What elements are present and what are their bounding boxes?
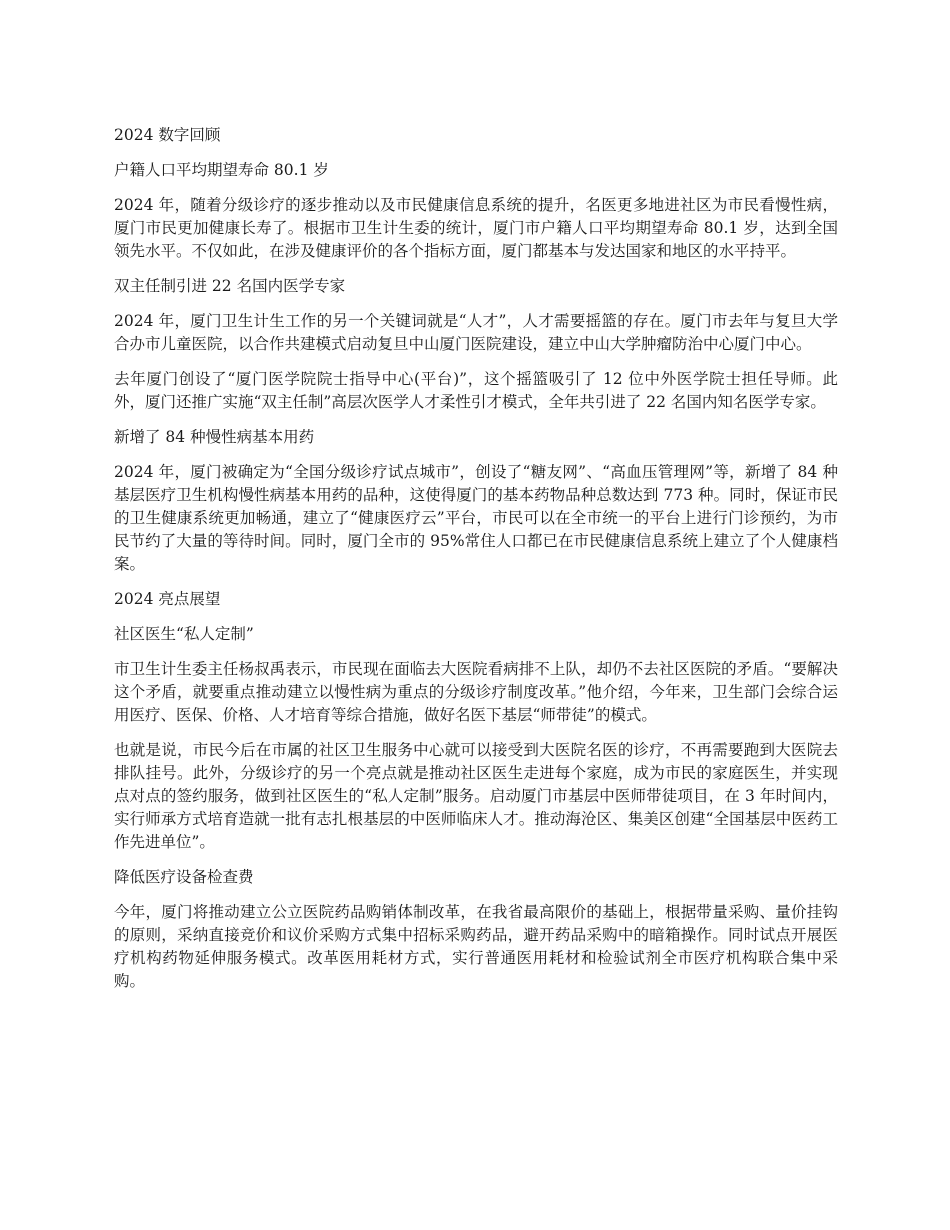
paragraph-chronic-drugs: 2024 年，厦门被确定为“全国分级诊疗试点城市”，创设了“糖友网”、“高血压管理网”等，新增了 84 种基层医疗卫生机构慢性病基本用药的品种，这使得厦门的基本药物品种总数达到 773 种。同时，保证市民的卫生健康系统更加畅通，建立了“健康医疗云”平台，市民可以在全市统一的平台上进行门诊预约，为市民节约了大量的等待时间。同时，厦门全市的 95%常住人口都已在市民健康信息系统上建立了个人健康档案。 [114,463,838,573]
paragraph-community-doctor: 也就是说，市民今后在市属的社区卫生服务中心就可以接受到大医院名医的诊疗，不再需要跑到大医院去排队挂号。此外，分级诊疗的另一个亮点就是推动社区医生走进每个家庭，成为市民的家庭医生，并实现点对点的签约服务，做到社区医生的“私人定制”服务。启动厦门市基层中医师带徒项目，在 3 年时间内，实行师承方式培育造就一批有志扎根基层的中医师临床人才。推动海沧区、集美区创建“全国基层中医药工作先进单位”。 [114,741,838,851]
subheading-dual-director: 双主任制引进 22 名国内医学专家 [114,277,346,295]
paragraph-academician-center: 去年厦门创设了“厦门医学院院士指导中心(平台)”，这个摇篮吸引了 12 位中外医学院士担任导师。此外，厦门还推广实施“双主任制”高层次医学人才柔性引才模式，全年共引进了 22 名国内知名医学专家。 [114,370,838,411]
paragraph-talent: 2024 年，厦门卫生计生工作的另一个关键词就是“人才”，人才需要摇篮的存在。厦门市去年与复旦大学合办市儿童医院，以合作共建模式启动复旦中山厦门医院建设，建立中山大学肿瘤防治中心厦门中心。 [114,312,838,353]
subheading-life-expectancy: 户籍人口平均期望寿命 80.1 岁 [114,161,329,179]
paragraph-director-statement: 市卫生计生委主任杨叔禹表示，市民现在面临去大医院看病排不上队，却仍不去社区医院的矛盾。“要解决这个矛盾，就要重点推动建立以慢性病为重点的分级诊疗制度改革。”他介绍，今年来，卫生部门会综合运用医疗、医保、价格、人才培育等综合措施，做好名医下基层“师带徒”的模式。 [114,660,838,724]
document-body [114,124,838,1005]
subheading-private-custom: 社区医生“私人定制” [114,625,254,643]
section-heading-2024-outlook: 2024 亮点展望 [114,590,221,608]
section-heading-2024-review: 2024 数字回顾 [114,126,221,144]
paragraph-life-expectancy: 2024 年，随着分级诊疗的逐步推动以及市民健康信息系统的提升，名医更多地进社区为市民看慢性病，厦门市民更加健康长寿了。根据市卫生计生委的统计，厦门市户籍人口平均期望寿命 80.1 岁，达到全国领先水平。不仅如此，在涉及健康评价的各个指标方面，厦门都基本与发达国家和地区的水平持平。 [114,196,838,260]
subheading-chronic-drugs: 新增了 84 种慢性病基本用药 [114,428,315,446]
paragraph-procurement-reform: 今年，厦门将推动建立公立医院药品购销体制改革，在我省最高限价的基础上，根据带量采购、量价挂钩的原则，采纳直接竞价和议价采购方式集中招标采购药品，避开药品采购中的暗箱操作。同时试点开展医疗机构药物延伸服务模式。改革医用耗材方式，实行普通医用耗材和检验试剂全市医疗机构联合集中采购。 [114,903,838,990]
subheading-lower-fees: 降低医疗设备检查费 [114,868,254,886]
